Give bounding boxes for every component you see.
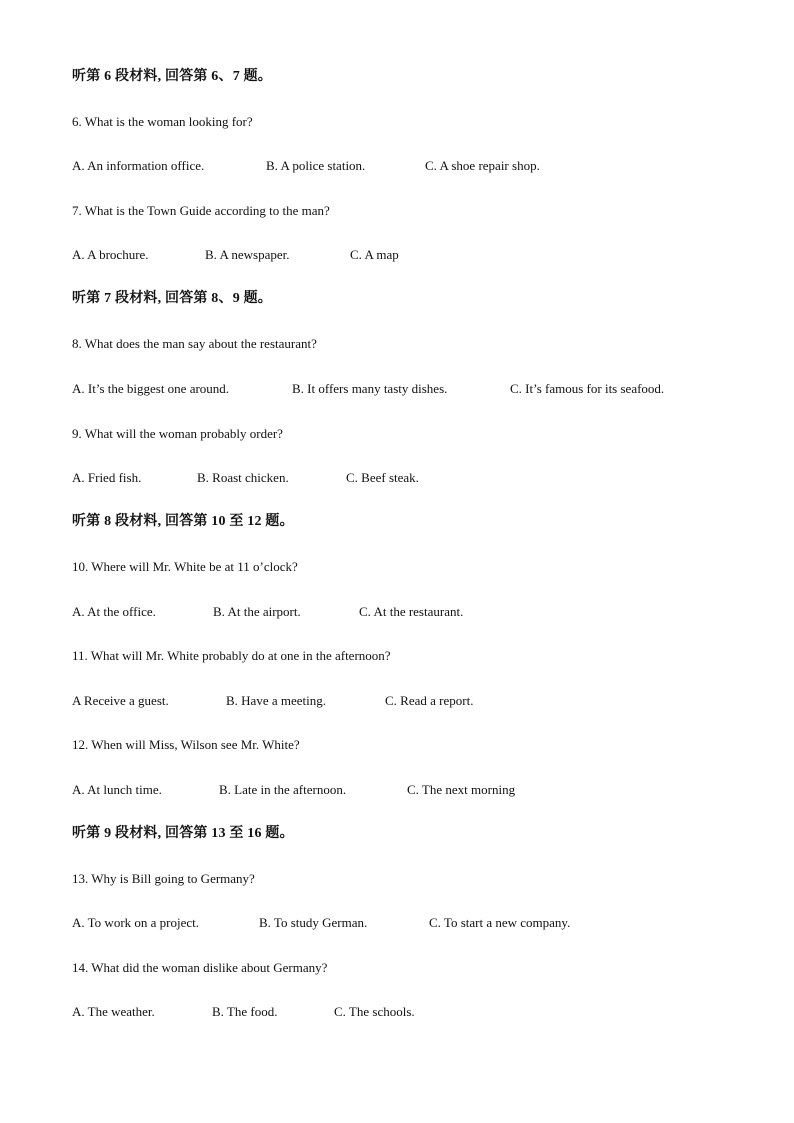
option-b[interactable]: B. The food. bbox=[212, 1004, 278, 1019]
answer-options bbox=[72, 247, 399, 263]
question-text: 7. What is the Town Guide according to the man? bbox=[72, 203, 330, 218]
answer-options bbox=[72, 470, 419, 486]
answer-options bbox=[72, 782, 515, 798]
option-a[interactable]: A. At lunch time. bbox=[72, 782, 162, 797]
question-text: 14. What did the woman dislike about Germany? bbox=[72, 960, 328, 975]
question-text: 12. When will Miss, Wilson see Mr. White? bbox=[72, 737, 300, 752]
option-c[interactable]: C. The next morning bbox=[407, 782, 516, 797]
answer-options bbox=[72, 604, 463, 620]
option-b[interactable]: B. A police station. bbox=[266, 158, 366, 173]
answer-options bbox=[72, 693, 473, 709]
option-b[interactable]: B. A newspaper. bbox=[205, 247, 290, 262]
question-text: 8. What does the man say about the restaurant? bbox=[72, 336, 317, 351]
question-text: 13. Why is Bill going to Germany? bbox=[72, 871, 255, 886]
question-text: 10. Where will Mr. White be at 11 o’clock? bbox=[72, 559, 298, 574]
answer-options bbox=[72, 158, 540, 174]
option-a[interactable]: A. To work on a project. bbox=[72, 915, 200, 930]
section-heading: 听第 6 段材料, 回答第 6、7 题。 bbox=[72, 69, 272, 84]
option-c[interactable]: C. At the restaurant. bbox=[359, 604, 464, 619]
section-heading: 听第 7 段材料, 回答第 8、9 题。 bbox=[72, 291, 272, 306]
option-b[interactable]: B. It offers many tasty dishes. bbox=[292, 381, 448, 396]
section-heading: 听第 8 段材料, 回答第 10 至 12 题。 bbox=[72, 514, 294, 529]
option-b[interactable]: B. Roast chicken. bbox=[197, 470, 289, 485]
option-b[interactable]: B. At the airport. bbox=[213, 604, 301, 619]
option-c[interactable]: C. Beef steak. bbox=[346, 470, 419, 485]
option-a[interactable]: A. An information office. bbox=[72, 158, 205, 173]
option-a[interactable]: A. A brochure. bbox=[72, 247, 149, 262]
question-text: 11. What will Mr. White probably do at one in the afternoon? bbox=[72, 648, 391, 663]
option-c[interactable]: C. Read a report. bbox=[385, 693, 474, 708]
option-b[interactable]: B. Have a meeting. bbox=[226, 693, 326, 708]
option-c[interactable]: C. The schools. bbox=[334, 1004, 415, 1019]
option-b[interactable]: B. To study German. bbox=[259, 915, 368, 930]
option-a[interactable]: A Receive a guest. bbox=[72, 693, 169, 708]
option-a[interactable]: A. The weather. bbox=[72, 1004, 155, 1019]
answer-options bbox=[72, 915, 570, 931]
option-c[interactable]: C. A shoe repair shop. bbox=[425, 158, 540, 173]
option-c[interactable]: C. A map bbox=[350, 247, 399, 262]
question-text: 9. What will the woman probably order? bbox=[72, 426, 283, 441]
option-a[interactable]: A. At the office. bbox=[72, 604, 156, 619]
answer-options bbox=[72, 1004, 415, 1020]
section-heading: 听第 9 段材料, 回答第 13 至 16 题。 bbox=[72, 826, 294, 841]
option-c[interactable]: C. To start a new company. bbox=[429, 915, 571, 930]
option-c[interactable]: C. It’s famous for its seafood. bbox=[510, 381, 665, 396]
answer-options bbox=[72, 381, 664, 397]
option-a[interactable]: A. It’s the biggest one around. bbox=[72, 381, 230, 396]
question-text: 6. What is the woman looking for? bbox=[72, 114, 253, 129]
option-b[interactable]: B. Late in the afternoon. bbox=[219, 782, 347, 797]
option-a[interactable]: A. Fried fish. bbox=[72, 470, 142, 485]
